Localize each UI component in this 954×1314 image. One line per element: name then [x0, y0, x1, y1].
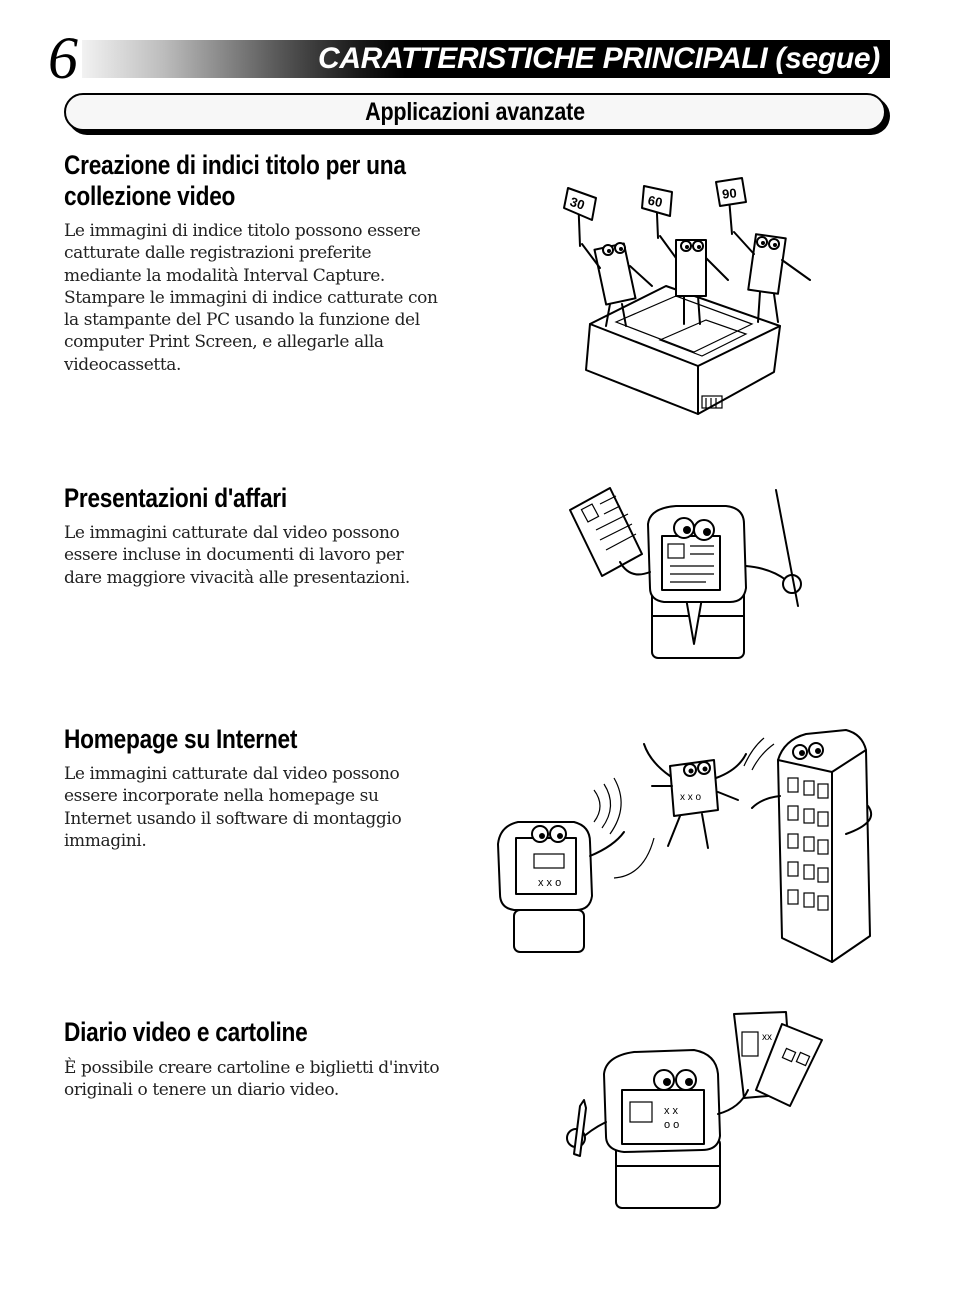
internet-homepage-illustration	[494, 726, 884, 970]
presentation-monitor-illustration	[566, 484, 816, 673]
flag-number-30: 30	[568, 193, 587, 213]
videocassette-cheer-illustration	[556, 176, 826, 430]
video-diary-illustration	[560, 1010, 830, 1219]
flag-number-60: 60	[646, 192, 664, 211]
section-heading: Applicazioni avanzate	[365, 98, 585, 126]
item-title-diario: Diario video e cartoline	[64, 1017, 308, 1047]
svg-text:x x o: x x o	[680, 792, 702, 803]
page-title: CARATTERISTICHE PRINCIPALI (segue)	[317, 42, 880, 75]
item-body-indici: Le immagini di indice titolo possono essere catturate dalle registrazioni preferite mediante la modalità Interval Capture. Stampare le immagini di indice catturate con la stampante del PC usando la funzione del computer Print Screen, e allegarle alla videocassetta.	[64, 221, 438, 375]
svg-text:x x o: x x o	[538, 877, 562, 889]
item-body-homepage: Le immagini catturate dal video possono essere incorporate nella homepage su Internet usando il software di montaggio immagini.	[64, 764, 402, 851]
item-title-presentazioni: Presentazioni d'affari	[64, 483, 287, 513]
item-title-indici: Creazione di indici titolo per una collezione video	[64, 150, 406, 211]
item-body-diario: È possibile creare cartoline e biglietti d'invito originali o tenere un diario video.	[64, 1058, 440, 1101]
svg-text:o o: o o	[664, 1119, 680, 1131]
svg-text:x x: x x	[664, 1105, 679, 1117]
header-bar	[82, 40, 890, 78]
section-heading-box	[64, 93, 886, 131]
item-body-presentazioni: Le immagini catturate dal video possono essere incluse in documenti di lavoro per dare maggiore vivacità alle presentazioni.	[64, 523, 410, 588]
flag-number-90: 90	[721, 185, 738, 202]
svg-text:xx: xx	[762, 1032, 772, 1043]
page-number: 6	[48, 25, 78, 91]
item-title-homepage: Homepage su Internet	[64, 724, 298, 754]
